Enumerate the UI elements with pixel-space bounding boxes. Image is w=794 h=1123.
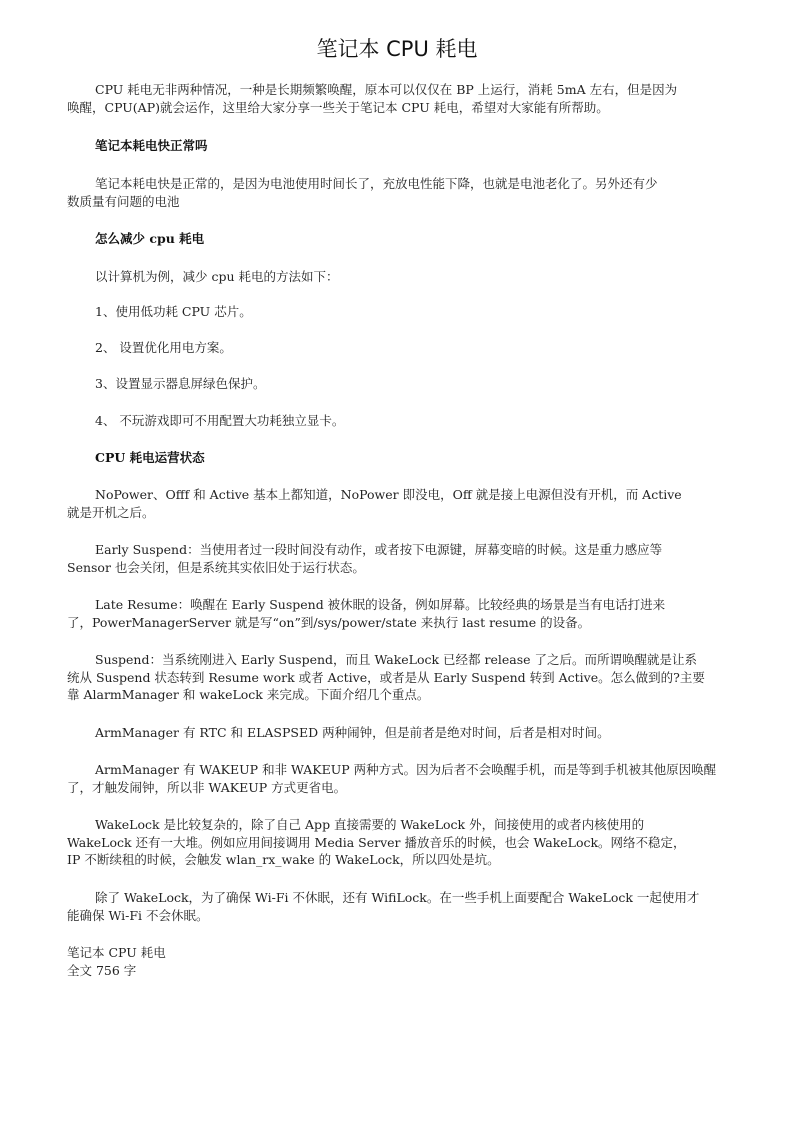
paragraph-line: Suspend：当系统刚进入 Early Suspend，而且 WakeLock 已经都 release 了之后。而所谓唤醒就是让系 [95, 652, 698, 667]
paragraph-line: 靠 AlarmManager 和 wakeLock 来完成。下面介绍几个重点。 [67, 687, 430, 703]
paragraph-line: CPU 耗电无非两种情况，一种是长期频繁唤醒，原本可以仅仅在 BP 上运行，消耗 5mA 左右，但是因为 [95, 82, 678, 97]
paragraph-line: 统从 Suspend 状态转到 Resume work 或者 Active，或者是从 Early Suspend 转到 Active。怎么做到的?主要 [67, 669, 705, 685]
paragraph-line: 唤醒，CPU(AP)就会运作，这里给大家分享一些关于笔记本 CPU 耗电，希望对大家能有所帮助。 [67, 99, 609, 115]
paragraph-line: 能确保 Wi-Fi 不会休眠。 [67, 907, 209, 923]
paragraph-line: 以计算机为例，减少 cpu 耗电的方法如下： [95, 269, 339, 284]
paragraph-line: 1、使用低功耗 CPU 芯片。 [95, 304, 252, 319]
paragraph-line: ArmManager 有 RTC 和 ELASPSED 两种闹钟，但是前者是绝对时间，后者是相对时间。 [95, 725, 610, 740]
paragraph-line: Early Suspend：当使用者过一段时间没有动作，或者按下电源键，屏幕变暗的时候。这是重力感应等 [95, 542, 663, 557]
footer-line: 全文 756 字 [67, 962, 137, 978]
paragraph-line: Late Resume：唤醒在 Early Suspend 被休眠的设备，例如屏幕。比较经典的场景是当有电话打进来 [95, 597, 666, 612]
section-heading: CPU 耗电运营状态 [95, 450, 205, 465]
paragraph-line: 2、 设置优化用电方案。 [95, 340, 232, 355]
paragraph-line: 数质量有问题的电池 [67, 193, 180, 209]
paragraph-line: 4、 不玩游戏即可不用配置大功耗独立显卡。 [95, 413, 345, 428]
paragraph-line: 了，PowerManagerServer 就是写“on”到/sys/power/state 来执行 last resume 的设备。 [67, 614, 591, 630]
paragraph-line: WakeLock 是比较复杂的，除了自己 App 直接需要的 WakeLock 外，间接使用的或者内核使用的 [95, 817, 645, 832]
section-heading: 怎么减少 cpu 耗电 [95, 231, 205, 246]
paragraph-line: 笔记本耗电快是正常的，是因为电池使用时间长了，充放电性能下降，也就是电池老化了。另外还有少 [95, 176, 658, 191]
paragraph-line: ArmManager 有 WAKEUP 和非 WAKEUP 两种方式。因为后者不会唤醒手机，而是等到手机被其他原因唤醒 [95, 762, 717, 777]
document-title: 笔记本 CPU 耗电 [316, 37, 478, 61]
paragraph-line: 3、设置显示器息屏绿色保护。 [95, 376, 266, 391]
paragraph-line: 了，才触发闹钟，所以非 WAKEUP 方式更省电。 [67, 779, 347, 795]
paragraph-line: IP 不断续租的时候，会触发 wlan_rx_wake 的 WakeLock，所以四处是坑。 [67, 852, 500, 868]
paragraph-line: WakeLock 还有一大堆。例如应用间接调用 Media Server 播放音乐的时候，也会 WakeLock。网络不稳定， [67, 834, 686, 850]
paragraph-line: 除了 WakeLock，为了确保 Wi-Fi 不休眠，还有 WifiLock。在一些手机上面要配合 WakeLock 一起使用才 [95, 890, 700, 905]
paragraph-line: 就是开机之后。 [67, 504, 155, 520]
section-heading: 笔记本耗电快正常吗 [95, 138, 208, 153]
paragraph-line: Sensor 也会关闭，但是系统其实依旧处于运行状态。 [67, 559, 365, 575]
paragraph-line: NoPower、Offf 和 Active 基本上都知道，NoPower 即没电，Off 就是接上电源但没有开机，而 Active [95, 487, 682, 502]
footer-line: 笔记本 CPU 耗电 [67, 945, 166, 960]
